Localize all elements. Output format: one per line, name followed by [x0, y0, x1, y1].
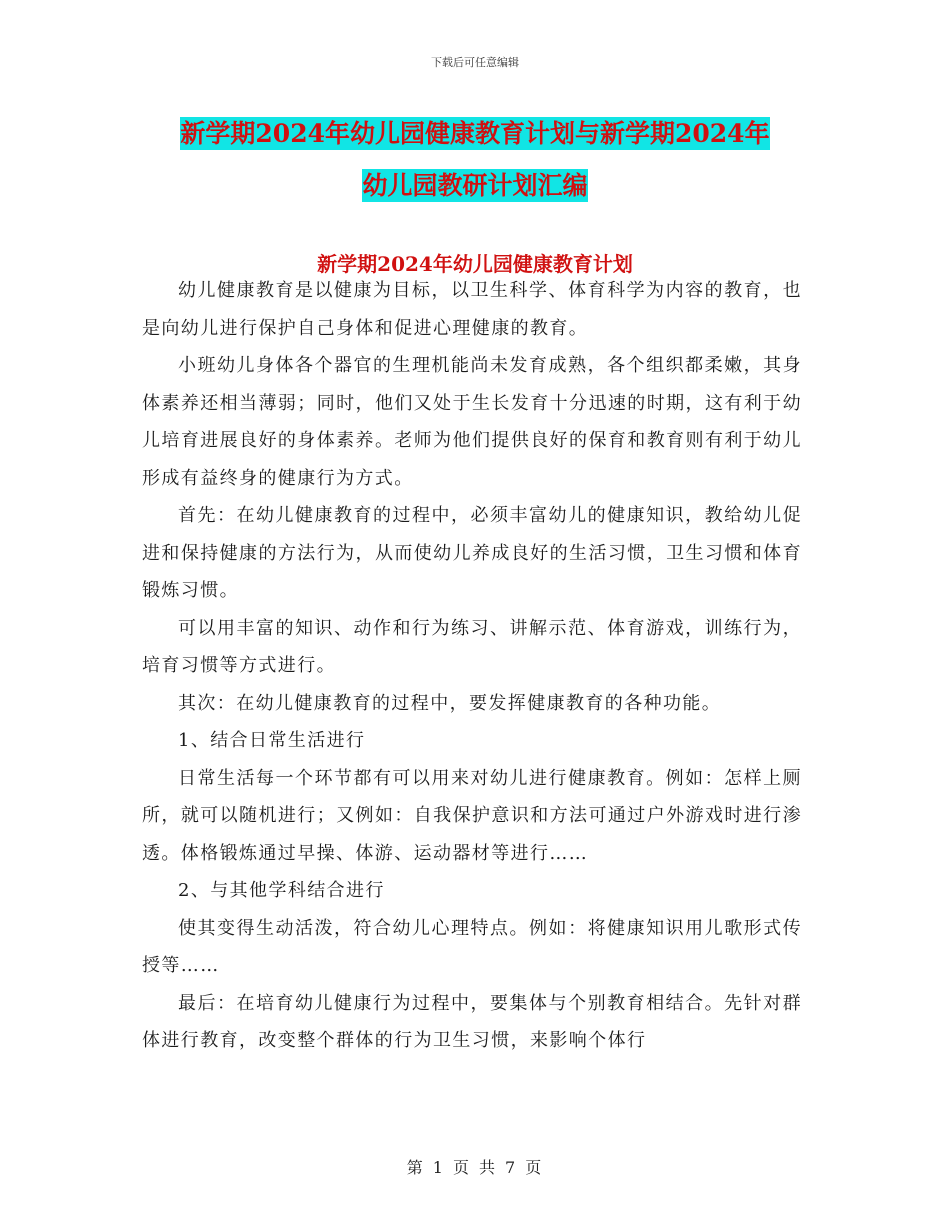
paragraph: 最后：在培育幼儿健康行为过程中，要集体与个别教育相结合。先针对群体进行教育，改变整个群体的行为卫生习惯，来影响个体行: [142, 992, 802, 1051]
document-title: [140, 108, 810, 212]
header-note: 下载后可任意编辑: [431, 56, 519, 69]
footer-mid: 页: [452, 1158, 471, 1177]
paragraph: 首先：在幼儿健康教育的过程中，必须丰富幼儿的健康知识，教给幼儿促进和保持健康的方法行为，从而使幼儿养成良好的生活习惯，卫生习惯和体育锻炼习惯。: [142, 505, 802, 601]
subheading: 2、与其他学科结合进行: [178, 880, 385, 901]
paragraph: 可以用丰富的知识、动作和行为练习、讲解示范、体育游戏，训练行为，培育习惯等方式进行。: [142, 617, 802, 676]
section-title: 新学期2024年幼儿园健康教育计划: [317, 252, 633, 276]
document-title-line-2: 幼儿园教研计划汇编: [362, 171, 588, 200]
paragraph: 其次：在幼儿健康教育的过程中，要发挥健康教育的各种功能。: [178, 692, 722, 714]
paragraph: 小班幼儿身体各个器官的生理机能尚未发育成熟，各个组织都柔嫩，其身体素养还相当薄弱；同时，他们又处于生长发育十分迅速的时期，这有利于幼儿培育进展良好的身体素养。老师为他们提供良好的保育和教育则有利于幼儿形成有益终身的健康行为方式。: [142, 355, 802, 489]
page-footer: [0, 1155, 950, 1178]
body-text: [142, 272, 802, 1060]
footer-prefix: 第: [406, 1158, 425, 1177]
footer-total-prefix: 共: [479, 1158, 498, 1177]
footer-total-pages: 7: [505, 1158, 518, 1177]
footer-suffix: 页: [525, 1158, 544, 1177]
footer-page-number: 1: [432, 1158, 445, 1177]
subheading: 1、结合日常生活进行: [178, 730, 366, 751]
paragraph: 使其变得生动活泼，符合幼儿心理特点。例如：将健康知识用儿歌形式传授等……: [142, 917, 802, 976]
paragraph: 幼儿健康教育是以健康为目标，以卫生科学、体育科学为内容的教育，也是向幼儿进行保护自己身体和促进心理健康的教育。: [142, 280, 802, 339]
paragraph: 日常生活每一个环节都有可以用来对幼儿进行健康教育。例如：怎样上厕所，就可以随机进行；又例如：自我保护意识和方法可通过户外游戏时进行渗透。体格锻炼通过早操、体游、运动器材等进行……: [142, 767, 802, 864]
document-title-line-1: 新学期2024年幼儿园健康教育计划与新学期2024年: [180, 119, 770, 148]
